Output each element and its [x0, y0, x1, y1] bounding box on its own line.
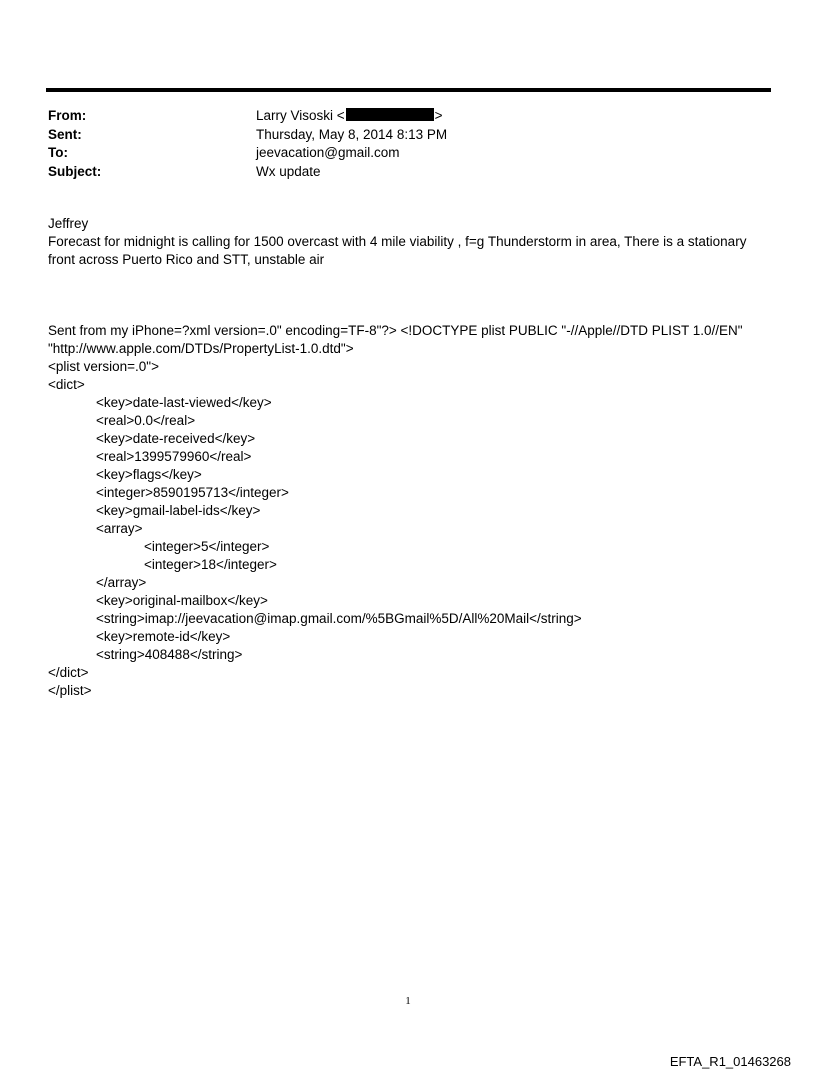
- plist-line: <integer>8590195713</integer>: [96, 485, 289, 500]
- plist-line: </dict>: [48, 665, 89, 680]
- from-name: Larry Visoski <: [256, 108, 345, 123]
- to-value: jeevacation@gmail.com: [256, 145, 400, 160]
- plist-line: </plist>: [48, 683, 92, 698]
- plist-line: <key>date-last-viewed</key>: [96, 395, 272, 410]
- subject-label: Subject:: [48, 163, 102, 179]
- plist-line: <plist version=.0">: [48, 359, 159, 374]
- plist-line: <key>gmail-label-ids</key>: [96, 503, 261, 518]
- plist-line: <string>imap://jeevacation@imap.gmail.com/%5BGmail%5D/All%20Mail</string>: [96, 611, 582, 626]
- email-header: [48, 107, 748, 181]
- plist-line: <real>1399579960</real>: [96, 449, 252, 464]
- plist-line: <key>remote-id</key>: [96, 629, 231, 644]
- plist-line: <string>408488</string>: [96, 647, 243, 662]
- message-text: Forecast for midnight is calling for 1500 overcast with 4 mile viability , f=g Thunderstorm in area, There is a stationary front across Puerto Rico and STT, unstable air: [48, 234, 747, 267]
- plist-line: <dict>: [48, 377, 85, 392]
- from-label: From:: [48, 108, 87, 123]
- subject-row: [48, 163, 748, 182]
- to-row: [48, 144, 748, 163]
- plist-line: <key>flags</key>: [96, 467, 202, 482]
- header-divider-rule: [46, 88, 771, 92]
- sent-value: Thursday, May 8, 2014 8:13 PM: [256, 126, 448, 142]
- plist-line: <integer>5</integer>: [144, 539, 270, 554]
- plist-line: <real>0.0</real>: [96, 413, 196, 428]
- plist-line: </array>: [96, 575, 147, 590]
- to-label: To:: [48, 145, 68, 160]
- page-number: 1: [405, 995, 411, 1007]
- from-value: [256, 107, 443, 126]
- plist-line: <key>original-mailbox</key>: [96, 593, 268, 608]
- sent-row: [48, 126, 748, 145]
- document-id: EFTA_R1_01463268: [669, 1054, 791, 1069]
- plist-line: Sent from my iPhone=?xml version=.0" encoding=TF-8"?> <!DOCTYPE plist PUBLIC "-//Apple//DTD PLIST 1.0//EN": [48, 323, 743, 338]
- plist-line: "http://www.apple.com/DTDs/PropertyList-1.0.dtd">: [48, 341, 354, 356]
- sent-label: Sent:: [48, 126, 82, 142]
- greeting: Jeffrey: [48, 216, 89, 231]
- plist-line: <key>date-received</key>: [96, 431, 256, 446]
- plist-line: <integer>18</integer>: [144, 557, 277, 572]
- from-close-bracket: >: [434, 108, 443, 123]
- subject-value: Wx update: [256, 163, 321, 179]
- redaction-block: [346, 108, 434, 121]
- from-row: [48, 107, 748, 126]
- plist-block: [48, 322, 788, 700]
- plist-line: <array>: [96, 521, 143, 536]
